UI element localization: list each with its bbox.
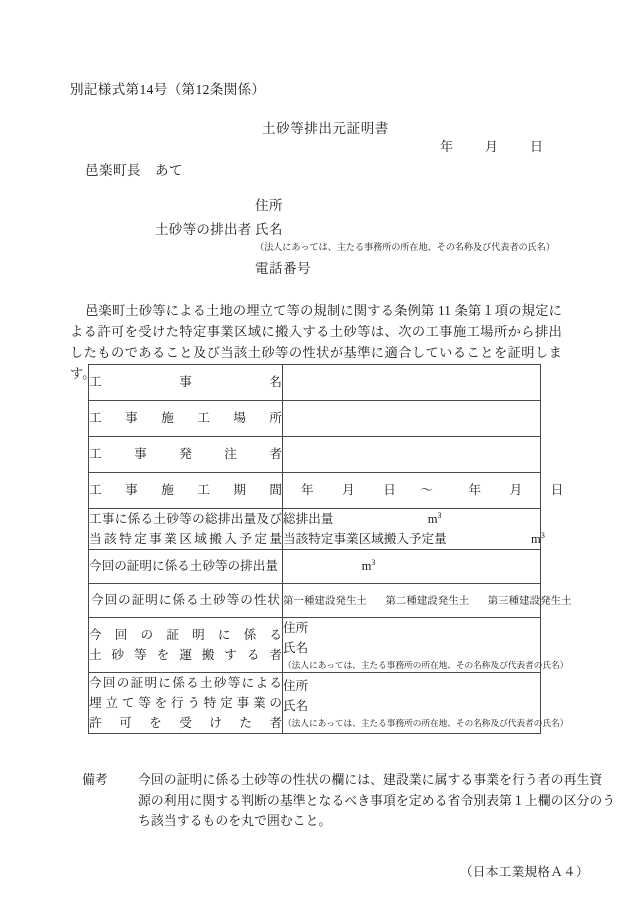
planned-carryin-unit: m [531,532,541,546]
label-text: 工事施工期間 [89,483,282,497]
label-line-2: 土砂等を運搬する者 [89,648,282,662]
remarks-head: 備考 [82,773,108,787]
row-value-soil-quality[interactable] [283,584,572,618]
submitter-name-label: 氏名 [255,222,283,237]
date-day-label: 日 [530,139,544,154]
label-line-3: 許可を受けた者 [89,716,282,730]
cube-exponent: 3 [371,557,376,567]
remarks-text-1: 今回の証明に係る土砂等の性状の欄には、建設業に属する事業を行う者の再生資 [138,773,603,787]
remarks-text-2: 源の利用に関する判断の基準となるべき事項を定める省令別表第１上欄の区分のう [138,793,616,808]
statement-text: 邑楽町土砂等による土地の埋立て等の規制に関する条例第 11 条第１項の規定による許可を受けた特定事業区域に搬入する土砂等は、次の工事施工場所から排出したものであること及び当該土砂等の性状が基準に適合していることを証明します。 [70,303,562,381]
table-row [89,550,541,584]
row-label-construction-period [89,473,283,509]
quality-option-type2[interactable]: 第二種建設発生土 [385,595,470,607]
row-value-construction-name[interactable] [283,365,541,401]
total-discharge-label: 総排出量 [283,512,334,526]
certificate-table [88,364,572,734]
row-label-soil-quality [89,584,283,618]
permittee-address-label: 住所 [283,679,309,693]
period-from-month: 月 [342,483,356,497]
row-label-construction-name [89,365,283,401]
table-row [89,673,541,734]
carrier-address-label: 住所 [283,621,309,635]
total-discharge-line [283,509,540,529]
submitter-address-row [155,194,555,214]
period-from-year: 年 [301,483,314,497]
table-row [89,509,541,550]
submitter-corporate-note: （法人にあっては、主たる事務所の所在地、その名称及び代表者の氏名） [255,242,555,252]
date-month-label: 月 [485,139,499,154]
remarks-line-3 [82,811,564,832]
period-from-day: 日 [383,483,397,497]
submitter-phone-label: 電話番号 [255,261,311,276]
label-text: 今回の証明に係る土砂等の排出量 [89,559,278,573]
row-label-permittee [89,673,283,734]
label-line-1: 今回の証明に係る [89,628,282,642]
row-label-carrier [89,618,283,673]
remarks-text-3: ち該当するものを丸で囲むこと。 [138,814,332,828]
row-value-orderer[interactable] [283,437,541,473]
permittee-name-label: 氏名 [283,699,309,713]
quality-option-type1[interactable]: 第一種建設発生土 [283,595,367,607]
addressee: 邑楽町長 あて [85,163,183,178]
carrier-corporate-note: （法人にあっては、主たる事務所の所在地、その名称及び代表者の氏名） [283,660,569,670]
cube-exponent: 3 [540,530,545,540]
table-row [89,618,541,673]
row-value-permittee[interactable] [283,673,569,734]
label-line-1: 今回の証明に係る土砂等による [89,676,282,690]
row-value-construction-period[interactable] [283,473,564,509]
table-row [89,473,541,509]
total-discharge-unit: m [427,512,438,526]
remarks-line-2 [82,791,616,812]
soil-quality-options [283,596,572,607]
row-label-total-volume [89,509,283,550]
period-separator: ～ [420,483,434,497]
submitter-name-row [155,218,555,238]
paper-standard-note: （日本工業規格Ａ４） [460,865,589,879]
label-line-1: 工事に係る土砂等の総排出量及び [89,512,282,526]
label-line-2: 埋立て等を行う特定事業の [89,696,282,710]
row-value-construction-site[interactable] [283,401,541,437]
quality-option-type3[interactable]: 第三種建設発生土 [487,595,572,607]
planned-carryin-label: 当該特定事業区域搬入予定量 [283,532,447,546]
period-to-month: 月 [509,483,523,497]
date-year-label: 年 [440,139,454,154]
submitter-phone-row [155,257,555,277]
submitter-role-label: 土砂等の排出者 [155,222,252,237]
table-row [89,365,541,401]
period-to-day: 日 [550,483,564,497]
period-fields [283,483,564,497]
remarks-line-1 [82,770,603,791]
issue-date-line [440,136,544,155]
row-label-current-discharge [89,550,283,584]
current-discharge-unit: m [361,559,372,573]
label-text: 工事発注者 [89,447,282,461]
label-text: 今回の証明に係る土砂等の性状 [91,593,280,607]
submitter-address-label: 住所 [255,198,283,213]
remarks-block [82,770,616,832]
planned-carryin-line [283,529,545,549]
label-text: 工事名 [89,375,282,389]
table-row [89,437,541,473]
label-text: 工事施工場所 [89,411,282,425]
submitter-block [155,194,555,277]
form-number: 別記様式第14号（第12条関係） [70,82,266,97]
document-title: 土砂等排出元証明書 [262,121,389,136]
current-discharge-unit-wrap [283,558,540,575]
carrier-name-label: 氏名 [283,641,309,655]
row-label-construction-site [89,401,283,437]
row-value-current-discharge[interactable] [283,550,541,584]
row-value-carrier[interactable] [283,618,569,673]
table-row [89,401,541,437]
row-label-orderer [89,437,283,473]
period-to-year: 年 [468,483,482,497]
table-row [89,584,541,618]
row-value-total-volume[interactable] [283,509,545,550]
label-line-2: 当該特定事業区域搬入予定量 [89,532,282,546]
permittee-corporate-note: （法人にあっては、主たる事務所の所在地、その名称及び代表者の氏名） [283,718,569,728]
cube-exponent: 3 [437,510,442,520]
